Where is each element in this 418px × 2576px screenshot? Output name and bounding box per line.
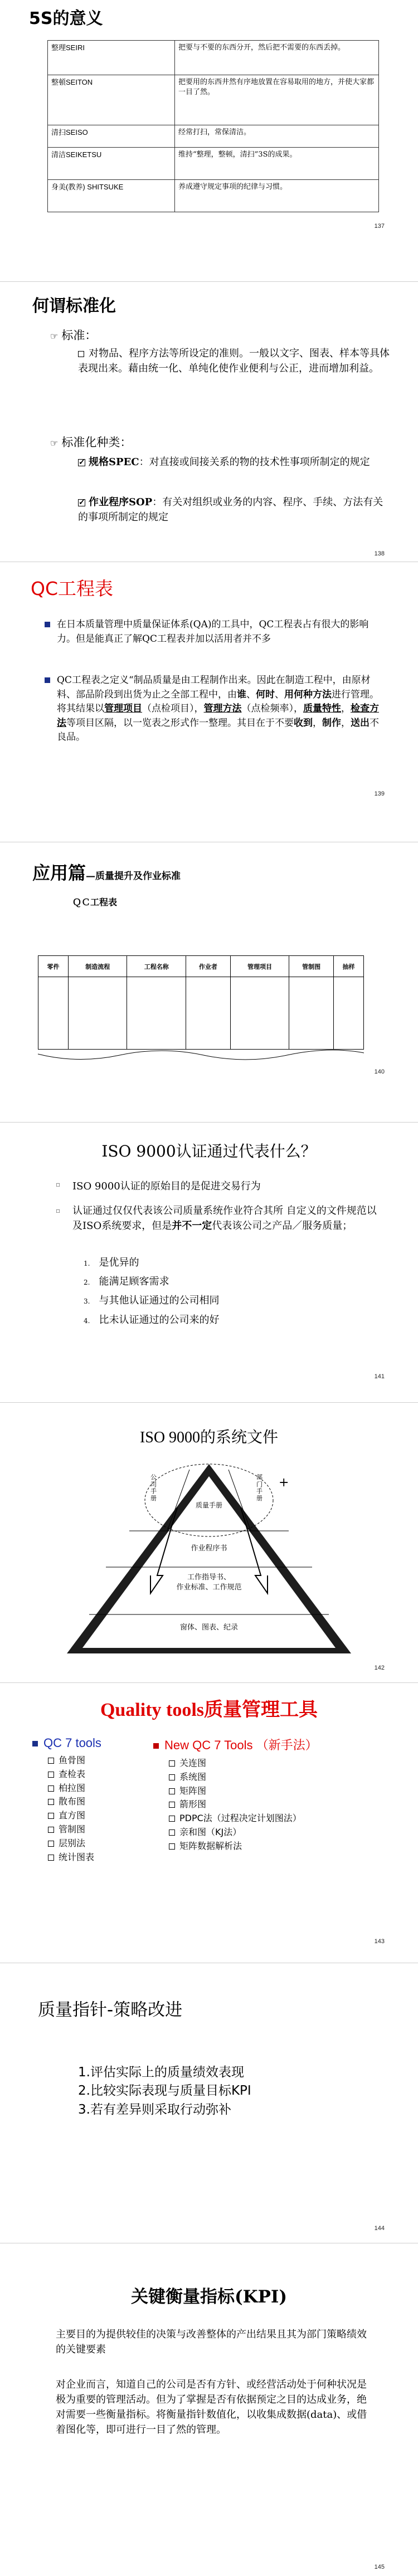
layer-quality-manual: 质量手册 bbox=[195, 1501, 222, 1509]
pointer-icon: ☞ bbox=[50, 438, 59, 448]
table-row bbox=[48, 41, 379, 75]
page-number: 142 bbox=[374, 1665, 385, 1671]
list-item-text: 矩阵数据解析法 bbox=[179, 1840, 242, 1851]
column-header: 管理项目 bbox=[230, 956, 289, 977]
text-run: 进行管理。将其结果以 bbox=[57, 689, 379, 714]
list-item: 1. 是优异的 bbox=[84, 1257, 139, 1269]
list-item-text: 亲和图（KJ法） bbox=[179, 1826, 242, 1837]
column-header: 制造流程 bbox=[68, 956, 127, 977]
table-cell: 身美(教养) SHITSUKE bbox=[48, 180, 175, 212]
list-item-text: 比未认证通过的公司来的好 bbox=[99, 1314, 220, 1326]
bullet-icon: ▫ bbox=[56, 1180, 61, 1188]
list-item-text: 能满足顾客需求 bbox=[99, 1276, 169, 1288]
keyword: 管理项目 bbox=[104, 703, 142, 714]
list-item: 1.评估实际上的质量绩效表现 bbox=[78, 2065, 244, 2080]
list-item-text: 是优异的 bbox=[99, 1257, 139, 1269]
table-cell: 经常打扫，常保清洁。 bbox=[175, 125, 379, 148]
table-cell: 清扫SEISO bbox=[48, 125, 175, 148]
list-item bbox=[48, 1795, 144, 1809]
list-item-text: 直方图 bbox=[59, 1810, 86, 1821]
page-number: 140 bbox=[374, 1069, 385, 1075]
table-row bbox=[48, 125, 379, 148]
label-dept-manual: 部门手册 bbox=[256, 1474, 263, 1502]
layer-work-instructions bbox=[0, 1573, 418, 1593]
paragraph: ：对直接或间接关系的物的技术性事项所制定的规定 bbox=[139, 456, 370, 468]
square-bullet-icon bbox=[169, 1760, 175, 1767]
list-item-text: 鱼骨图 bbox=[59, 1755, 86, 1765]
keyword: 何时 bbox=[256, 689, 275, 700]
paragraph: 主要目的为提供较佳的决策与改善整体的产出结果且其为部门策略绩效的关键要素 bbox=[56, 2329, 367, 2355]
column-header: 零件 bbox=[38, 956, 69, 977]
column-header: 管制图 bbox=[289, 956, 334, 977]
slide-title: 5S的意义 bbox=[29, 9, 103, 28]
text-run: （点检频率）， bbox=[241, 703, 303, 714]
slide-iso-meaning bbox=[0, 1123, 418, 1401]
numbered-list bbox=[78, 2063, 251, 2119]
keyword: 用何种方法 bbox=[284, 689, 332, 700]
list-heading: 标准： bbox=[61, 329, 97, 342]
list-item bbox=[48, 1768, 144, 1782]
square-bullet-icon bbox=[48, 1855, 54, 1861]
text-run: 等项目区隔，以一览表之形式作一整理。其目在于不要 bbox=[66, 717, 294, 729]
square-bullet-icon bbox=[169, 1788, 175, 1794]
list-item bbox=[50, 326, 96, 343]
list-item bbox=[48, 1782, 144, 1796]
square-bullet-icon bbox=[153, 1743, 159, 1749]
list-item-text: 矩阵图 bbox=[179, 1785, 207, 1796]
list-item bbox=[45, 618, 379, 646]
page-number: 138 bbox=[374, 550, 385, 557]
square-bullet-icon bbox=[45, 677, 50, 683]
keyword: 制作 bbox=[322, 717, 341, 729]
list-item: 4. 比未认证通过的公司来的好 bbox=[84, 1314, 220, 1326]
list-item bbox=[48, 1851, 144, 1865]
list-item bbox=[169, 1840, 398, 1853]
pointer-icon: ☞ bbox=[50, 331, 59, 341]
list-item-text: 散布图 bbox=[59, 1796, 86, 1807]
square-bullet-icon bbox=[48, 1799, 54, 1805]
text-run: 不良品。 bbox=[57, 717, 379, 743]
keyword: 收到 bbox=[294, 717, 313, 729]
heading-text: QC 7 tools bbox=[43, 1736, 101, 1750]
5s-table bbox=[47, 40, 379, 212]
keyword: 管理方法 bbox=[203, 703, 242, 714]
table-header-row bbox=[38, 956, 364, 977]
list-item bbox=[169, 1812, 398, 1826]
table-row bbox=[38, 977, 364, 1044]
list-item bbox=[56, 1178, 379, 1193]
sub-list bbox=[84, 1253, 219, 1330]
list-item bbox=[78, 346, 390, 376]
slide-iso-pyramid bbox=[0, 1403, 418, 1681]
list-item-text: PDPC法（过程决定计划图法） bbox=[179, 1813, 302, 1824]
table-cell: 清洁SEIKETSU bbox=[48, 148, 175, 180]
square-bullet-icon bbox=[48, 1785, 54, 1792]
table-row bbox=[48, 75, 379, 125]
slide-title: Quality tools质量管理工具 bbox=[100, 1700, 318, 1720]
list-item-text: 与其他认证通过的公司相同 bbox=[99, 1295, 220, 1307]
check-icon bbox=[78, 459, 85, 466]
list-item bbox=[78, 495, 390, 525]
new-qc7-column bbox=[153, 1736, 398, 1853]
slide-5s bbox=[0, 0, 418, 281]
column-header: 抽样 bbox=[334, 956, 364, 977]
list-heading: 标准化种类： bbox=[61, 436, 132, 449]
keyword: 并不一定 bbox=[172, 1220, 212, 1232]
tool-list bbox=[48, 1754, 144, 1864]
square-bullet-icon bbox=[78, 351, 84, 357]
list-item bbox=[50, 433, 132, 450]
slide-title: ISO 9000认证通过代表什么？ bbox=[101, 1142, 317, 1160]
square-bullet-icon bbox=[169, 1816, 175, 1822]
qc-table bbox=[38, 955, 364, 1050]
layer-line: 工作指导书、 bbox=[187, 1573, 231, 1582]
tool-list bbox=[169, 1757, 398, 1853]
layer-procedures: 作业程序书 bbox=[191, 1544, 227, 1553]
list-item: QC工程表之定义“制品质量是由工程制作出来。因此在制造工程中，由原材料、部品阶段到出货为止之全部工程中，由谁、何时、用何种方法进行管理。将其结果以管理项目（点检项目），管理方法（点检频率），质量特性，检查方法等项目区隔，以一览表之形式作一整理。其目在于不要收到，制作，送出不良品。 bbox=[45, 674, 379, 745]
list-item bbox=[169, 1798, 398, 1812]
list-item bbox=[169, 1757, 398, 1770]
list-item bbox=[48, 1837, 144, 1851]
table-row bbox=[48, 148, 379, 180]
table-cell: 整頓SEITON bbox=[48, 75, 175, 125]
text-run: 认证通过仅仅代表该公司质量系统作业符合其所 自定义的文件规范以及ISO系统要求，但是 bbox=[72, 1205, 377, 1232]
title-sub: —质量提升及作业标准 bbox=[86, 871, 181, 882]
column-heading bbox=[153, 1736, 398, 1753]
list-item bbox=[48, 1754, 144, 1768]
column-header: 作业者 bbox=[186, 956, 231, 977]
keyword: 质量特性 bbox=[303, 703, 341, 714]
list-item-text: 统计图表 bbox=[59, 1851, 95, 1862]
slide-title: QC工程表 bbox=[31, 578, 114, 599]
label-company-manual: 公司手册 bbox=[150, 1474, 157, 1502]
qc7-column bbox=[32, 1736, 144, 1864]
text-run: 代表该公司之产品／服务质量； bbox=[212, 1220, 353, 1232]
list-item-text: 层别法 bbox=[59, 1837, 86, 1848]
list-item bbox=[48, 1809, 144, 1823]
list-item bbox=[48, 1823, 144, 1837]
paragraph: 在日本质量管理中质量保证体系(QA)的工具中，QC工程表占有很大的影响力。但是能真正了解QC工程表并加以活用者并不多 bbox=[57, 619, 369, 645]
slide-title: 质量指针-策略改进 bbox=[38, 2000, 183, 2020]
layer-line: 作业标准、工作规范 bbox=[176, 1583, 242, 1592]
list-item-text: 查检表 bbox=[59, 1768, 86, 1779]
square-bullet-icon bbox=[32, 1741, 38, 1746]
slide-title: 何谓标准化 bbox=[32, 296, 116, 316]
slide-quality-tools bbox=[0, 1683, 418, 1962]
table-caption: ＱＣ工程表 bbox=[72, 897, 118, 908]
list-item: 3.若有差异则采取行动弥补 bbox=[78, 2102, 231, 2117]
layer-forms: 窗体、图表、纪录 bbox=[179, 1623, 238, 1632]
list-item: 3. 与其他认证通过的公司相同 bbox=[84, 1295, 220, 1307]
title-main: 应用篇 bbox=[32, 862, 86, 884]
list-item-text: 关连图 bbox=[179, 1758, 207, 1768]
list-item bbox=[169, 1784, 398, 1798]
table-cell: 维持“整理，整顿，清扫”3S的成果。 bbox=[175, 148, 379, 180]
paragraph: 对物品、程序方法等所设定的准则。一般以文字、图表、样本等具体表现出来。藉由统一化、单纯化使作业便利与公正，进而增加利益。 bbox=[78, 348, 390, 374]
wavy-bottom-border bbox=[0, 1047, 418, 1070]
slide-kpi bbox=[0, 2243, 418, 2576]
list-item-text: 系统图 bbox=[179, 1771, 207, 1782]
table-cell: 把要与不要的东西分开，然后把不需要的东西丢掉。 bbox=[175, 41, 379, 75]
plus-icon: + bbox=[279, 1476, 289, 1490]
keyword: 送出 bbox=[351, 717, 370, 729]
square-bullet-icon bbox=[48, 1772, 54, 1778]
slide-title bbox=[32, 859, 181, 885]
keyword: 谁 bbox=[237, 689, 246, 700]
text-run: （点检项目）， bbox=[142, 703, 204, 714]
check-icon bbox=[78, 499, 85, 506]
page-number: 141 bbox=[374, 1373, 385, 1380]
column-header: 工程名称 bbox=[127, 956, 186, 977]
table-cell: 养成遵守规定事项的纪律与习惯。 bbox=[175, 180, 379, 212]
square-bullet-icon bbox=[169, 1843, 175, 1850]
slide-qc-chart bbox=[0, 562, 418, 841]
term-label: 规格SPEC bbox=[89, 456, 139, 468]
square-bullet-icon bbox=[45, 622, 50, 627]
square-bullet-icon bbox=[48, 1841, 54, 1847]
page-number: 137 bbox=[374, 223, 385, 230]
pyramid-diagram bbox=[0, 1447, 418, 1670]
term-label: 作业程序SOP bbox=[89, 496, 153, 508]
column-heading bbox=[32, 1736, 144, 1750]
table-cell: 把要用的东西井然有序地放置在容易取用的地方，并使大家都一目了然。 bbox=[175, 75, 379, 125]
list-item-text: 管制图 bbox=[59, 1823, 86, 1835]
heading-text: New QC 7 Tools （新手法） bbox=[164, 1738, 318, 1752]
paragraph: ：有关对组织或业务的内容、程序、手续、方法有关的事项所制定的规定 bbox=[78, 496, 383, 523]
page-number: 145 bbox=[374, 2564, 385, 2570]
page-number: 143 bbox=[374, 1938, 385, 1945]
text-run: QC工程表之定义“制品质量是由工程制作出来。因此在制造工程中，由原材料、部品阶段到出货为止之全部工程中，由 bbox=[57, 675, 371, 700]
paragraph: ISO 9000认证的原始目的是促进交易行为 bbox=[72, 1180, 261, 1192]
table-cell: 整理SEIRI bbox=[48, 41, 175, 75]
list-item bbox=[56, 1203, 379, 1233]
square-bullet-icon bbox=[48, 1813, 54, 1819]
list-item bbox=[169, 1770, 398, 1784]
list-item-text: 柏拉图 bbox=[59, 1782, 86, 1793]
table-row bbox=[48, 180, 379, 212]
list-item: 2. 能满足顾客需求 bbox=[84, 1276, 169, 1288]
text-run: ， bbox=[341, 703, 351, 714]
page-number: 144 bbox=[374, 2225, 385, 2232]
square-bullet-icon bbox=[169, 1802, 175, 1808]
square-bullet-icon bbox=[169, 1829, 175, 1836]
slide-quality-indicator bbox=[0, 1963, 418, 2242]
page-number: 139 bbox=[374, 791, 385, 797]
slide-standardization bbox=[0, 282, 418, 560]
slide-title: 关键衡量指标(KPI) bbox=[130, 2287, 288, 2307]
keyword: 检查方法 bbox=[57, 703, 379, 729]
paragraph: 对企业而言，知道自己的公司是否有方针、或经营活动处于何种状况是极为重要的管理活动。但为了掌握是否有依据预定之目的达成业务，绝对需要一些衡量指标。将衡量指针数值化，以收集成数据(data)、或借着图化等，即可进行一目了然的管理。 bbox=[56, 2379, 367, 2436]
square-bullet-icon bbox=[169, 1774, 175, 1780]
list-item-text: 箭形图 bbox=[179, 1799, 207, 1810]
list-item bbox=[78, 455, 390, 470]
square-bullet-icon bbox=[48, 1827, 54, 1833]
square-bullet-icon bbox=[48, 1758, 54, 1764]
list-item: 2.比较实际表现与质量目标KPI bbox=[78, 2084, 251, 2099]
bullet-icon: ▫ bbox=[56, 1207, 61, 1214]
list-item bbox=[169, 1826, 398, 1840]
slide-title: ISO 9000的系统文件 bbox=[139, 1429, 279, 1446]
